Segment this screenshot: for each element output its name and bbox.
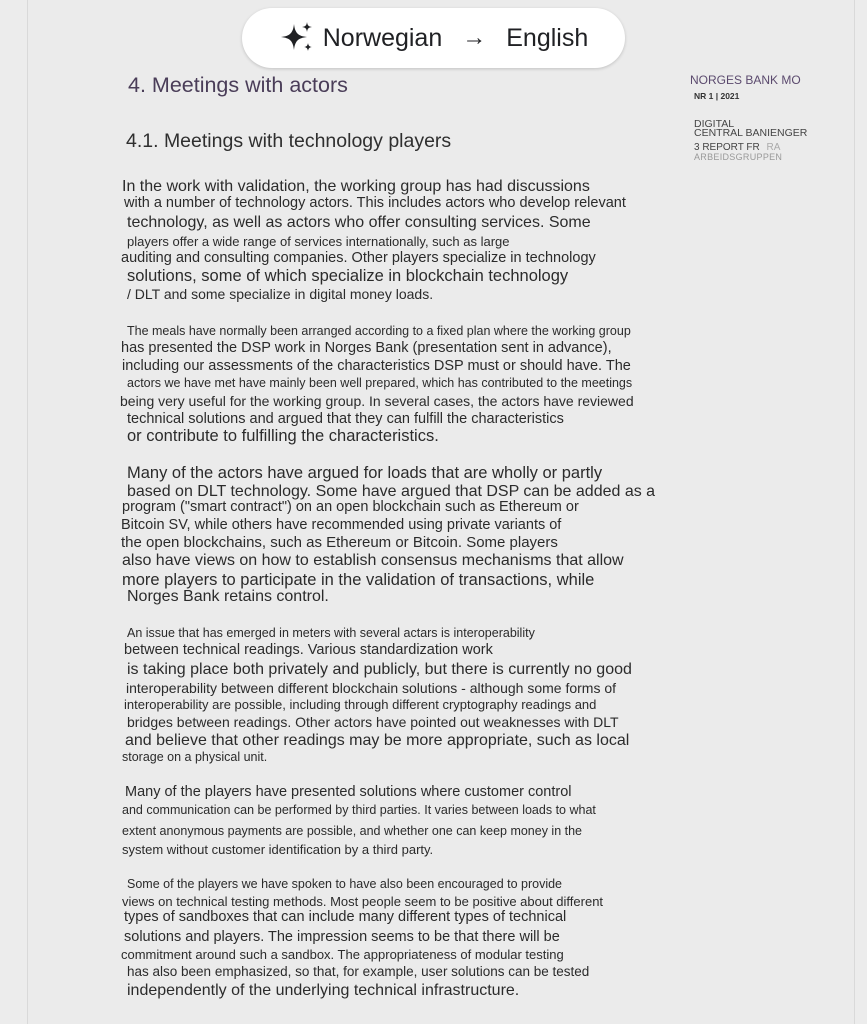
text-line: has presented the DSP work in Norges Bank (presentation sent in advance),: [121, 340, 612, 356]
sidebar-group: ARBEIDSGRUPPEN: [694, 152, 783, 162]
sidebar-report-suffix: RA: [766, 142, 781, 153]
text-line: including our assessments of the characteristics DSP must or should have. The: [122, 358, 631, 374]
text-line: actors we have met have mainly been well prepared, which has contributed to the meetings: [127, 376, 633, 390]
text-line: Norges Bank retains control.: [127, 588, 329, 605]
source-language[interactable]: Norwegian: [322, 23, 443, 52]
text-line: is taking place both privately and publicly, but there is currently no good: [127, 661, 632, 678]
text-line: interoperability between different blockchain solutions - although some forms of: [126, 680, 617, 696]
sidebar-issue: NR 1 | 2021: [694, 91, 740, 101]
text-line: also have views on how to establish consensus mechanisms that allow: [122, 552, 624, 569]
text-line: In the work with validation, the working group has had discussions: [122, 178, 590, 195]
text-line: / DLT and some specialize in digital money loads.: [127, 286, 434, 302]
text-line: types of sandboxes that can include many different types of technical: [124, 909, 567, 925]
text-line: An issue that has emerged in meters with several actars is interoperability: [127, 626, 535, 640]
text-line: more players to participate in the validation of transactions, while: [122, 571, 595, 589]
text-line: The meals have normally been arranged according to a fixed plan where the working group: [127, 324, 631, 338]
text-line: program ("smart contract") on an open blockchain such as Ethereum or: [122, 499, 579, 515]
sidebar-report-text: 3 REPORT FR: [694, 142, 760, 153]
text-line: Many of the players have presented solutions where customer control: [125, 784, 572, 800]
text-line: between technical readings. Various standardization work: [124, 642, 493, 658]
text-line: technical solutions and argued that they can fulfill the characteristics: [127, 411, 564, 427]
text-line: storage on a physical unit.: [122, 750, 268, 764]
text-line: solutions, some of which specialize in blockchain technology: [127, 267, 569, 285]
text-line: and believe that other readings may be more appropriate, such as local: [125, 732, 630, 749]
text-line: views on technical testing methods. Most people seem to be positive about different: [122, 894, 604, 909]
text-line: Some of the players we have spoken to have also been encouraged to provide: [127, 877, 563, 891]
text-line: or contribute to fulfilling the characteristics.: [127, 427, 439, 445]
text-line: extent anonymous payments are possible, and whether one can keep money in the: [122, 824, 583, 838]
sparkle-icon: [279, 20, 315, 56]
text-line: Bitcoin SV, while others have recommended using private variants of: [121, 517, 562, 533]
text-line: Many of the actors have argued for loads that are wholly or partly: [127, 464, 603, 482]
text-line: and communication can be performed by third parties. It varies between loads to what: [122, 803, 596, 817]
text-line: based on DLT technology. Some have argued that DSP can be added as a: [127, 483, 656, 500]
text-line: commitment around such a sandbox. The appropriateness of modular testing: [121, 947, 564, 962]
section-heading: 4. Meetings with actors: [128, 73, 348, 97]
text-line: interoperability are possible, including through different cryptography readings and: [124, 697, 597, 712]
sidebar-central: CENTRAL BANIENGER: [694, 127, 808, 139]
text-line: bridges between readings. Other actors have pointed out weaknesses with DLT: [127, 714, 619, 730]
text-line: technology, as well as actors who offer consulting services. Some: [127, 214, 591, 231]
text-line: players offer a wide range of services internationally, such as large: [127, 234, 510, 249]
text-line: solutions and players. The impression seems to be that there will be: [124, 929, 560, 945]
text-line: being very useful for the working group. In several cases, the actors have reviewed: [120, 393, 634, 409]
text-line: the open blockchains, such as Ethereum or Bitcoin. Some players: [121, 534, 558, 551]
translation-language-pill[interactable]: [242, 8, 625, 68]
text-line: auditing and consulting companies. Other players specialize in technology: [121, 250, 596, 266]
target-language[interactable]: English: [506, 23, 589, 52]
subsection-heading: 4.1. Meetings with technology players: [126, 130, 452, 152]
text-line: with a number of technology actors. This includes actors who develop relevant: [124, 195, 626, 211]
sidebar-bank: NORGES BANK MO: [690, 73, 801, 87]
text-line: independently of the underlying technical infrastructure.: [127, 982, 520, 999]
arrow-right-icon: →: [462, 24, 487, 51]
text-line: has also been emphasized, so that, for example, user solutions can be tested: [127, 964, 590, 979]
text-line: system without customer identification by a third party.: [122, 842, 434, 857]
sidebar-digital: DIGITAL: [694, 118, 735, 130]
